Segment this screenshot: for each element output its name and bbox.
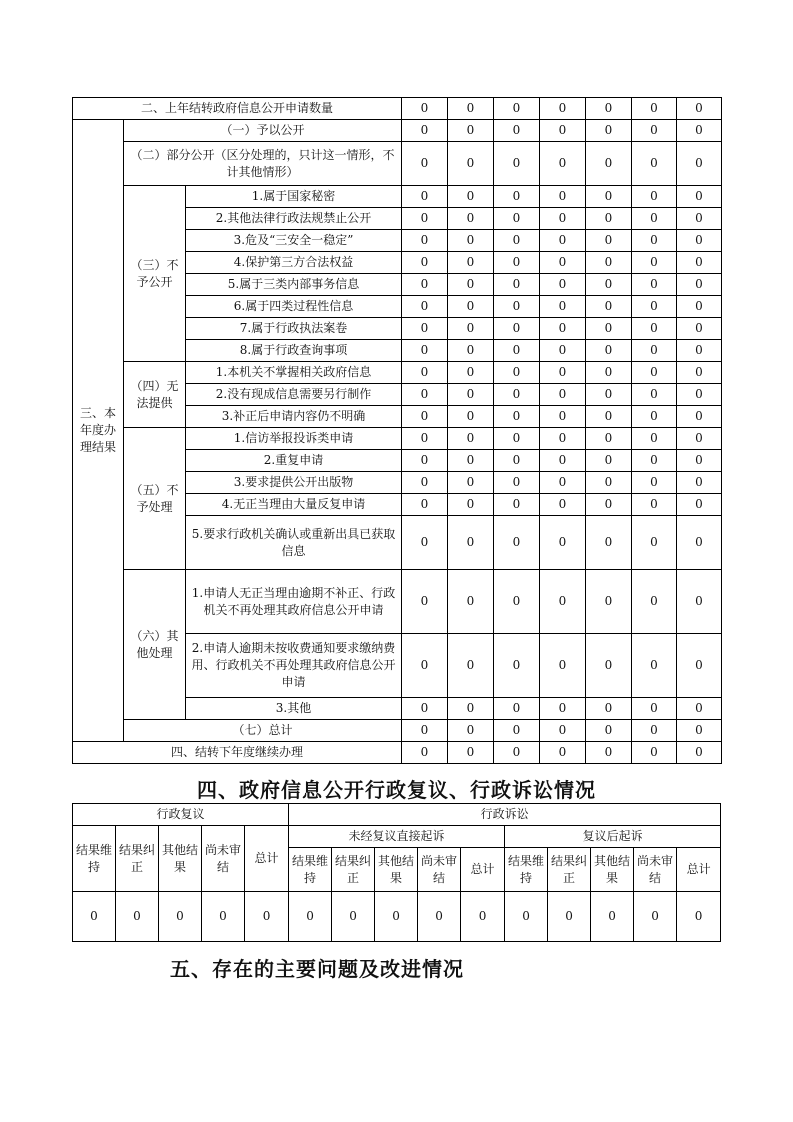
count-cell: 0 bbox=[494, 318, 540, 340]
carryover-label: 二、上年结转政府信息公开申请数量 bbox=[73, 98, 402, 120]
count-cell: 0 bbox=[677, 186, 722, 208]
count-cell: 0 bbox=[494, 472, 540, 494]
count-cell: 0 bbox=[494, 186, 540, 208]
count-cell: 0 bbox=[402, 340, 448, 362]
count-cell: 0 bbox=[677, 428, 722, 450]
not-disclose-item-label: 1.属于国家秘密 bbox=[186, 186, 402, 208]
not-disclose-item-label: 7.属于行政执法案卷 bbox=[186, 318, 402, 340]
direct-col-header: 结果维持 bbox=[289, 848, 332, 892]
count-cell: 0 bbox=[494, 274, 540, 296]
count-cell: 0 bbox=[448, 634, 494, 698]
review-value-cell: 0 bbox=[461, 892, 505, 942]
after-col-header: 尚未审结 bbox=[634, 848, 677, 892]
unable-item-label: 1.本机关不掌握相关政府信息 bbox=[186, 362, 402, 384]
not-disclose-item-label: 2.其他法律行政法规禁止公开 bbox=[186, 208, 402, 230]
count-cell: 0 bbox=[494, 698, 540, 720]
count-cell: 0 bbox=[677, 274, 722, 296]
count-cell: 0 bbox=[494, 428, 540, 450]
count-cell: 0 bbox=[586, 720, 632, 742]
count-cell: 0 bbox=[448, 252, 494, 274]
count-cell: 0 bbox=[402, 208, 448, 230]
count-cell: 0 bbox=[586, 742, 632, 764]
count-cell: 0 bbox=[677, 252, 722, 274]
count-cell: 0 bbox=[494, 208, 540, 230]
review-value-cell: 0 bbox=[375, 892, 418, 942]
count-cell: 0 bbox=[677, 634, 722, 698]
count-cell: 0 bbox=[540, 208, 586, 230]
count-cell: 0 bbox=[494, 720, 540, 742]
count-cell: 0 bbox=[677, 742, 722, 764]
count-cell: 0 bbox=[402, 230, 448, 252]
count-cell: 0 bbox=[540, 252, 586, 274]
section-5-title: 五、存在的主要问题及改进情况 bbox=[170, 957, 464, 981]
count-cell: 0 bbox=[586, 340, 632, 362]
review-value-cell: 0 bbox=[202, 892, 245, 942]
count-cell: 0 bbox=[586, 186, 632, 208]
count-cell: 0 bbox=[494, 142, 540, 186]
count-cell: 0 bbox=[540, 274, 586, 296]
count-cell: 0 bbox=[586, 570, 632, 634]
count-cell: 0 bbox=[632, 340, 677, 362]
count-cell: 0 bbox=[540, 98, 586, 120]
count-cell: 0 bbox=[632, 742, 677, 764]
count-cell: 0 bbox=[586, 634, 632, 698]
count-cell: 0 bbox=[632, 296, 677, 318]
count-cell: 0 bbox=[632, 318, 677, 340]
count-cell: 0 bbox=[586, 516, 632, 570]
review-col-header: 尚未审结 bbox=[202, 826, 245, 892]
count-cell: 0 bbox=[586, 698, 632, 720]
count-cell: 0 bbox=[632, 230, 677, 252]
count-cell: 0 bbox=[448, 230, 494, 252]
count-cell: 0 bbox=[632, 274, 677, 296]
review-value-cell: 0 bbox=[289, 892, 332, 942]
count-cell: 0 bbox=[586, 274, 632, 296]
count-cell: 0 bbox=[402, 720, 448, 742]
count-cell: 0 bbox=[494, 252, 540, 274]
count-cell: 0 bbox=[586, 252, 632, 274]
not-process-item-label: 3.要求提供公开出版物 bbox=[186, 472, 402, 494]
count-cell: 0 bbox=[677, 120, 722, 142]
review-value-cell: 0 bbox=[73, 892, 116, 942]
count-cell: 0 bbox=[540, 142, 586, 186]
direct-col-header: 结果纠正 bbox=[332, 848, 375, 892]
count-cell: 0 bbox=[586, 450, 632, 472]
count-cell: 0 bbox=[448, 428, 494, 450]
count-cell: 0 bbox=[494, 494, 540, 516]
not-disclose-item-label: 6.属于四类过程性信息 bbox=[186, 296, 402, 318]
count-cell: 0 bbox=[632, 570, 677, 634]
count-cell: 0 bbox=[540, 296, 586, 318]
review-litigation-table bbox=[72, 803, 721, 942]
review-value-cell: 0 bbox=[634, 892, 677, 942]
review-value-cell: 0 bbox=[677, 892, 721, 942]
count-cell: 0 bbox=[632, 494, 677, 516]
after-col-header: 其他结果 bbox=[591, 848, 634, 892]
partial-disclose-label: （二）部分公开（区分处理的，只计这一情形，不计其他情形） bbox=[124, 142, 402, 186]
count-cell: 0 bbox=[448, 98, 494, 120]
not-process-item-label: 5.要求行政机关确认或重新出具已获取信息 bbox=[186, 516, 402, 570]
not-disclose-item-label: 8.属于行政查询事项 bbox=[186, 340, 402, 362]
disclose-label: （一）予以公开 bbox=[124, 120, 402, 142]
count-cell: 0 bbox=[632, 720, 677, 742]
count-cell: 0 bbox=[586, 472, 632, 494]
count-cell: 0 bbox=[632, 208, 677, 230]
count-cell: 0 bbox=[402, 428, 448, 450]
count-cell: 0 bbox=[494, 362, 540, 384]
count-cell: 0 bbox=[632, 120, 677, 142]
count-cell: 0 bbox=[448, 296, 494, 318]
count-cell: 0 bbox=[448, 362, 494, 384]
count-cell: 0 bbox=[632, 450, 677, 472]
count-cell: 0 bbox=[586, 362, 632, 384]
review-value-cell: 0 bbox=[159, 892, 202, 942]
count-cell: 0 bbox=[540, 472, 586, 494]
count-cell: 0 bbox=[448, 340, 494, 362]
after-col-header: 结果纠正 bbox=[548, 848, 591, 892]
count-cell: 0 bbox=[632, 362, 677, 384]
review-value-cell: 0 bbox=[505, 892, 548, 942]
unable-group-label: （四）无法提供 bbox=[124, 362, 186, 428]
other-item-label: 1.申请人无正当理由逾期不补正、行政机关不再处理其政府信息公开申请 bbox=[186, 570, 402, 634]
unable-item-label: 3.补正后申请内容仍不明确 bbox=[186, 406, 402, 428]
count-cell: 0 bbox=[448, 208, 494, 230]
count-cell: 0 bbox=[586, 318, 632, 340]
count-cell: 0 bbox=[540, 720, 586, 742]
count-cell: 0 bbox=[448, 384, 494, 406]
count-cell: 0 bbox=[632, 384, 677, 406]
count-cell: 0 bbox=[448, 720, 494, 742]
count-cell: 0 bbox=[402, 570, 448, 634]
count-cell: 0 bbox=[402, 472, 448, 494]
count-cell: 0 bbox=[677, 208, 722, 230]
count-cell: 0 bbox=[402, 142, 448, 186]
count-cell: 0 bbox=[494, 120, 540, 142]
count-cell: 0 bbox=[677, 494, 722, 516]
count-cell: 0 bbox=[677, 230, 722, 252]
review-value-cell: 0 bbox=[591, 892, 634, 942]
direct-col-header: 尚未审结 bbox=[418, 848, 461, 892]
count-cell: 0 bbox=[540, 494, 586, 516]
count-cell: 0 bbox=[632, 698, 677, 720]
count-cell: 0 bbox=[540, 516, 586, 570]
count-cell: 0 bbox=[402, 406, 448, 428]
count-cell: 0 bbox=[677, 406, 722, 428]
count-cell: 0 bbox=[586, 296, 632, 318]
count-cell: 0 bbox=[632, 186, 677, 208]
carry-next-label: 四、结转下年度继续办理 bbox=[73, 742, 402, 764]
count-cell: 0 bbox=[494, 230, 540, 252]
count-cell: 0 bbox=[540, 742, 586, 764]
not-process-item-label: 2.重复申请 bbox=[186, 450, 402, 472]
count-cell: 0 bbox=[540, 186, 586, 208]
count-cell: 0 bbox=[540, 120, 586, 142]
review-col-header: 总计 bbox=[245, 826, 289, 892]
count-cell: 0 bbox=[677, 98, 722, 120]
not-process-group-label: （五）不予处理 bbox=[124, 428, 186, 570]
count-cell: 0 bbox=[540, 698, 586, 720]
count-cell: 0 bbox=[402, 362, 448, 384]
after-col-header: 总计 bbox=[677, 848, 721, 892]
count-cell: 0 bbox=[448, 186, 494, 208]
count-cell: 0 bbox=[402, 516, 448, 570]
count-cell: 0 bbox=[494, 742, 540, 764]
count-cell: 0 bbox=[494, 516, 540, 570]
count-cell: 0 bbox=[586, 406, 632, 428]
not-process-item-label: 1.信访举报投诉类申请 bbox=[186, 428, 402, 450]
count-cell: 0 bbox=[677, 142, 722, 186]
count-cell: 0 bbox=[402, 634, 448, 698]
count-cell: 0 bbox=[632, 428, 677, 450]
count-cell: 0 bbox=[677, 720, 722, 742]
count-cell: 0 bbox=[632, 142, 677, 186]
count-cell: 0 bbox=[402, 252, 448, 274]
count-cell: 0 bbox=[540, 384, 586, 406]
unable-item-label: 2.没有现成信息需要另行制作 bbox=[186, 384, 402, 406]
litigation-header: 行政诉讼 bbox=[289, 804, 721, 826]
count-cell: 0 bbox=[540, 340, 586, 362]
count-cell: 0 bbox=[632, 472, 677, 494]
count-cell: 0 bbox=[402, 120, 448, 142]
count-cell: 0 bbox=[448, 274, 494, 296]
count-cell: 0 bbox=[586, 208, 632, 230]
count-cell: 0 bbox=[448, 570, 494, 634]
not-disclose-item-label: 5.属于三类内部事务信息 bbox=[186, 274, 402, 296]
count-cell: 0 bbox=[402, 318, 448, 340]
not-disclose-item-label: 3.危及“三安全一稳定” bbox=[186, 230, 402, 252]
review-value-cell: 0 bbox=[116, 892, 159, 942]
count-cell: 0 bbox=[494, 406, 540, 428]
count-cell: 0 bbox=[540, 450, 586, 472]
other-item-label: 3.其他 bbox=[186, 698, 402, 720]
direct-col-header: 总计 bbox=[461, 848, 505, 892]
count-cell: 0 bbox=[402, 698, 448, 720]
count-cell: 0 bbox=[494, 296, 540, 318]
review-value-cell: 0 bbox=[548, 892, 591, 942]
count-cell: 0 bbox=[677, 340, 722, 362]
count-cell: 0 bbox=[677, 362, 722, 384]
count-cell: 0 bbox=[402, 494, 448, 516]
review-value-cell: 0 bbox=[418, 892, 461, 942]
section-label: 三、本年度办理结果 bbox=[73, 120, 124, 742]
count-cell: 0 bbox=[448, 742, 494, 764]
count-cell: 0 bbox=[677, 318, 722, 340]
direct-suit-header: 未经复议直接起诉 bbox=[289, 826, 505, 848]
count-cell: 0 bbox=[494, 450, 540, 472]
count-cell: 0 bbox=[677, 384, 722, 406]
count-cell: 0 bbox=[632, 406, 677, 428]
count-cell: 0 bbox=[677, 516, 722, 570]
count-cell: 0 bbox=[586, 230, 632, 252]
count-cell: 0 bbox=[494, 570, 540, 634]
review-header: 行政复议 bbox=[73, 804, 289, 826]
count-cell: 0 bbox=[540, 634, 586, 698]
other-group-label: （六）其他处理 bbox=[124, 570, 186, 720]
section-4-title: 四、政府信息公开行政复议、行政诉讼情况 bbox=[197, 778, 596, 802]
count-cell: 0 bbox=[448, 494, 494, 516]
count-cell: 0 bbox=[540, 406, 586, 428]
count-cell: 0 bbox=[448, 698, 494, 720]
count-cell: 0 bbox=[494, 634, 540, 698]
total-label: （七）总计 bbox=[124, 720, 402, 742]
review-value-cell: 0 bbox=[245, 892, 289, 942]
count-cell: 0 bbox=[586, 428, 632, 450]
count-cell: 0 bbox=[677, 698, 722, 720]
count-cell: 0 bbox=[402, 384, 448, 406]
count-cell: 0 bbox=[402, 98, 448, 120]
count-cell: 0 bbox=[540, 570, 586, 634]
count-cell: 0 bbox=[677, 450, 722, 472]
count-cell: 0 bbox=[586, 120, 632, 142]
count-cell: 0 bbox=[677, 570, 722, 634]
review-col-header: 结果维持 bbox=[73, 826, 116, 892]
count-cell: 0 bbox=[448, 516, 494, 570]
not-process-item-label: 4.无正当理由大量反复申请 bbox=[186, 494, 402, 516]
count-cell: 0 bbox=[540, 318, 586, 340]
count-cell: 0 bbox=[448, 472, 494, 494]
count-cell: 0 bbox=[586, 384, 632, 406]
after-review-suit-header: 复议后起诉 bbox=[505, 826, 721, 848]
count-cell: 0 bbox=[677, 472, 722, 494]
count-cell: 0 bbox=[448, 406, 494, 428]
count-cell: 0 bbox=[494, 384, 540, 406]
count-cell: 0 bbox=[632, 634, 677, 698]
count-cell: 0 bbox=[402, 450, 448, 472]
count-cell: 0 bbox=[632, 516, 677, 570]
count-cell: 0 bbox=[540, 428, 586, 450]
count-cell: 0 bbox=[494, 340, 540, 362]
review-col-header: 结果纠正 bbox=[116, 826, 159, 892]
count-cell: 0 bbox=[494, 98, 540, 120]
not-disclose-item-label: 4.保护第三方合法权益 bbox=[186, 252, 402, 274]
count-cell: 0 bbox=[540, 230, 586, 252]
count-cell: 0 bbox=[540, 362, 586, 384]
count-cell: 0 bbox=[402, 186, 448, 208]
count-cell: 0 bbox=[402, 296, 448, 318]
count-cell: 0 bbox=[632, 252, 677, 274]
count-cell: 0 bbox=[448, 318, 494, 340]
not-disclose-group-label: （三）不予公开 bbox=[124, 186, 186, 362]
other-item-label: 2.申请人逾期未按收费通知要求缴纳费用、行政机关不再处理其政府信息公开申请 bbox=[186, 634, 402, 698]
count-cell: 0 bbox=[632, 98, 677, 120]
count-cell: 0 bbox=[586, 494, 632, 516]
count-cell: 0 bbox=[402, 742, 448, 764]
direct-col-header: 其他结果 bbox=[375, 848, 418, 892]
count-cell: 0 bbox=[448, 142, 494, 186]
count-cell: 0 bbox=[586, 142, 632, 186]
review-col-header: 其他结果 bbox=[159, 826, 202, 892]
count-cell: 0 bbox=[586, 98, 632, 120]
count-cell: 0 bbox=[677, 296, 722, 318]
count-cell: 0 bbox=[448, 450, 494, 472]
count-cell: 0 bbox=[402, 274, 448, 296]
after-col-header: 结果维持 bbox=[505, 848, 548, 892]
count-cell: 0 bbox=[448, 120, 494, 142]
review-value-cell: 0 bbox=[332, 892, 375, 942]
results-table bbox=[72, 97, 722, 764]
